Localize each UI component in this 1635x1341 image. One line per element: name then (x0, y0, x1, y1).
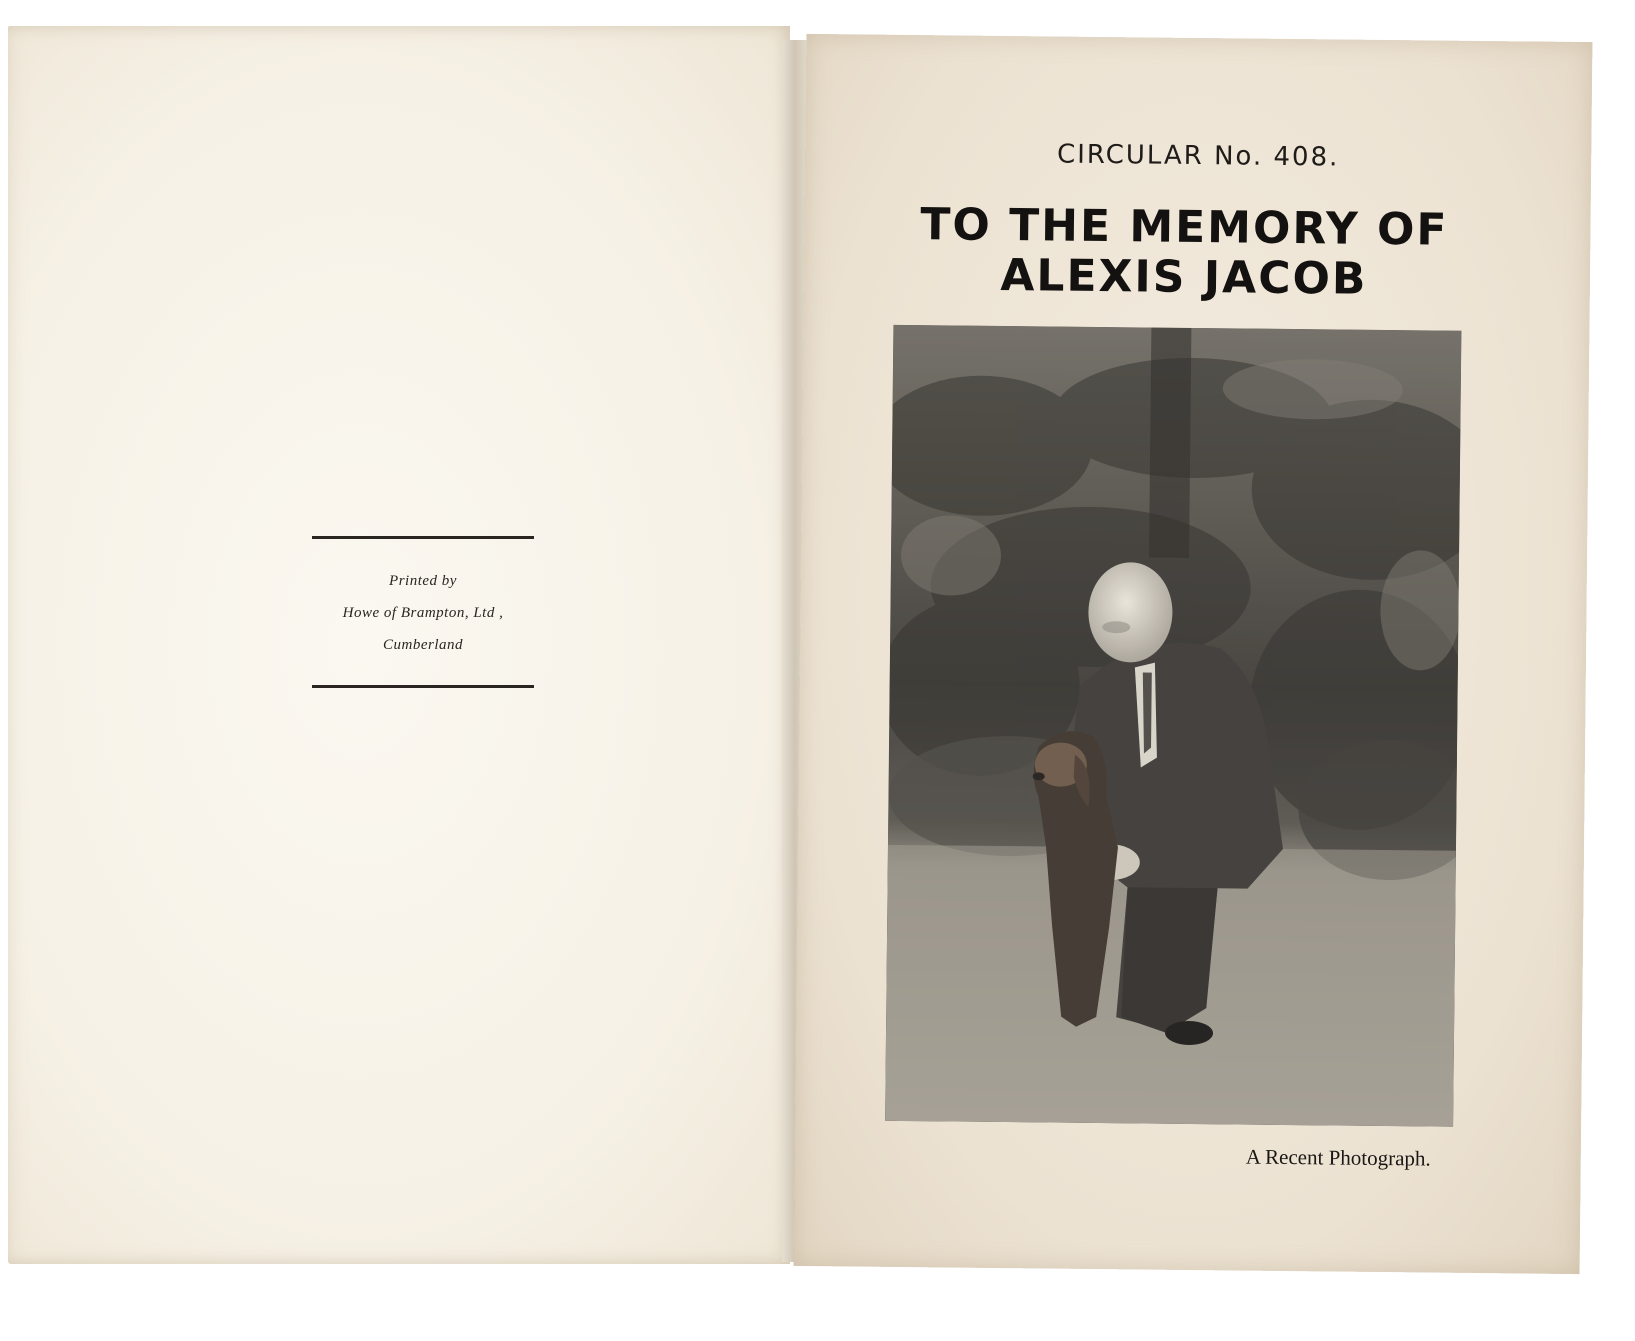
imprint-top-rule (312, 536, 534, 539)
circular-number: CIRCULAR No. 408. (1056, 139, 1340, 173)
imprint-line-1: Printed by (389, 573, 457, 589)
memorial-title (864, 200, 1505, 307)
imprint-bottom-rule (312, 685, 534, 688)
right-page (794, 34, 1593, 1274)
printer-imprint (308, 536, 538, 688)
portrait-photograph (885, 325, 1461, 1127)
imprint-line-3: Cumberland (383, 637, 463, 653)
photo-man-with-dog-icon (885, 325, 1461, 1127)
memorial-title-line-2: ALEXIS JACOB (1000, 249, 1368, 305)
left-page (8, 26, 790, 1264)
photo-caption: A Recent Photograph. (1245, 1144, 1431, 1171)
imprint-line-2: Howe of Brampton, Ltd , (342, 605, 504, 621)
memorial-title-line-1: TO THE MEMORY OF (920, 199, 1449, 256)
